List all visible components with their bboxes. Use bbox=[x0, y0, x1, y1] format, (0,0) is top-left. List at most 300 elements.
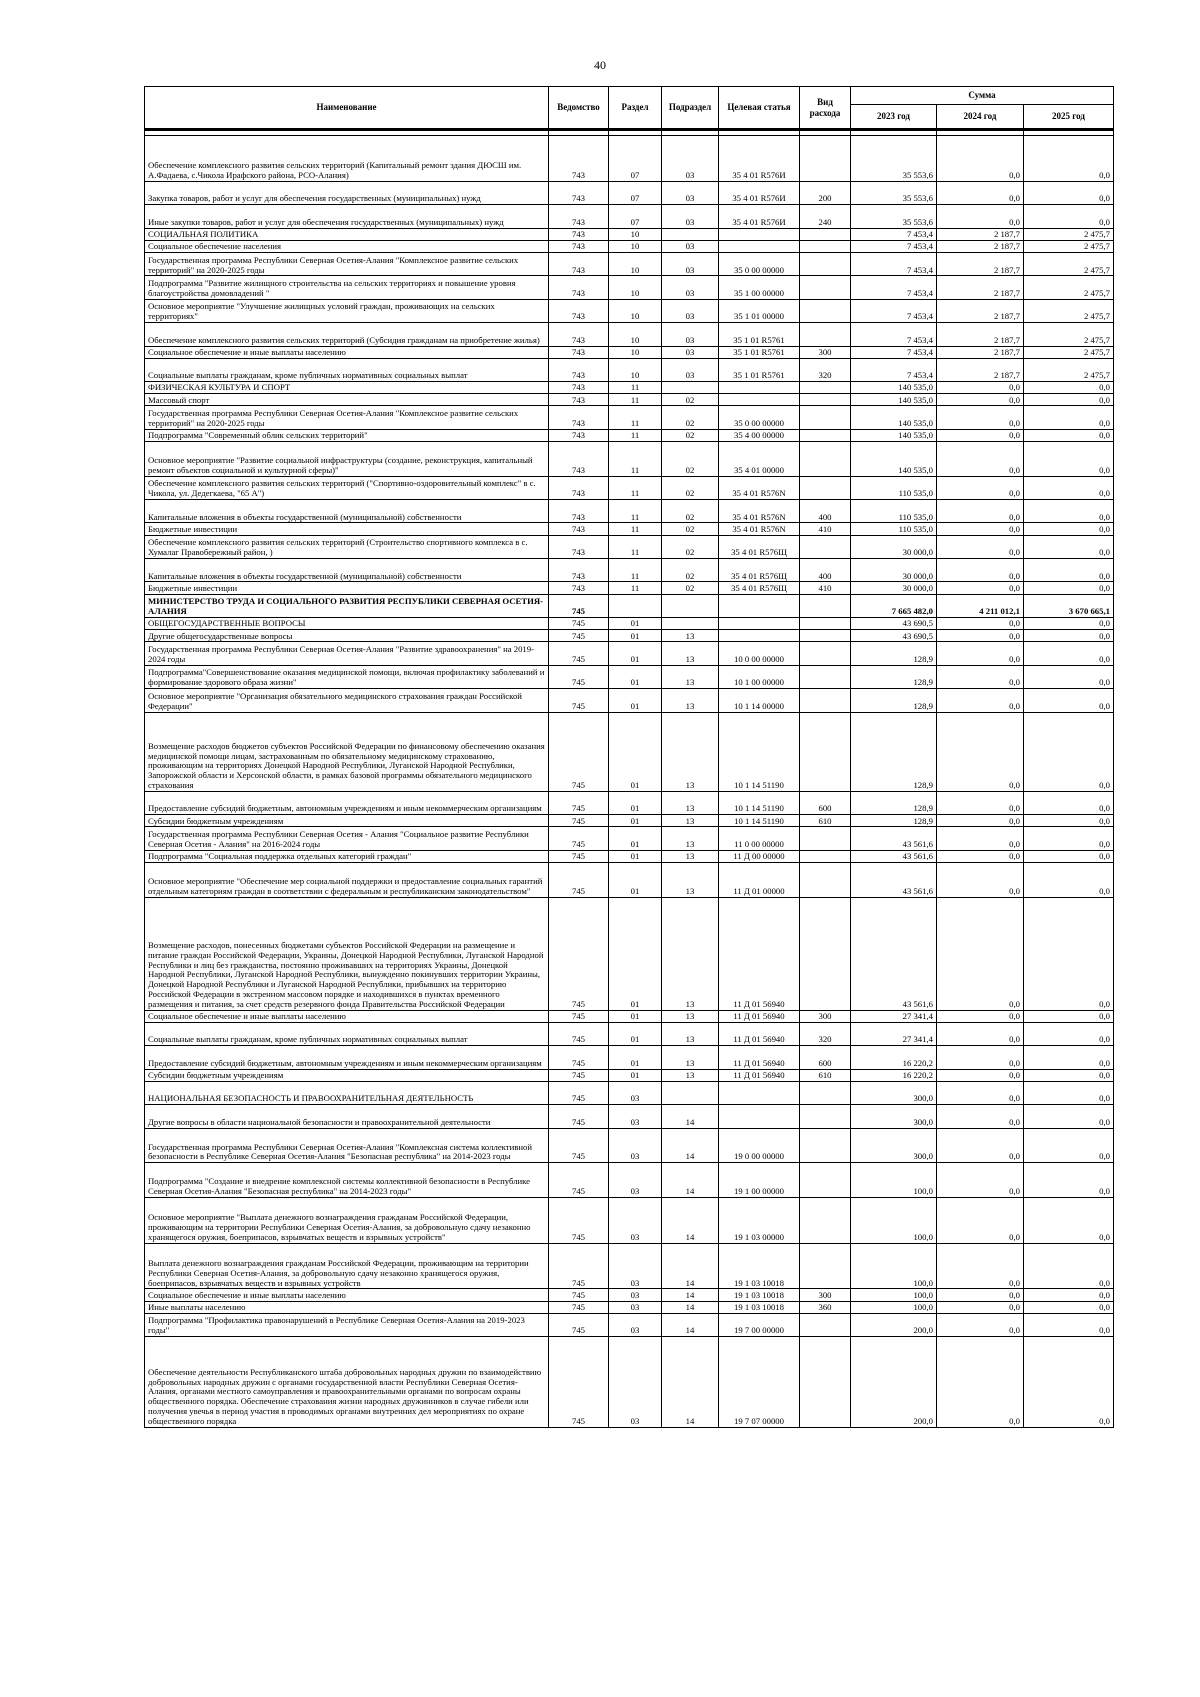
row-sum-2023: 128,9 bbox=[851, 815, 937, 827]
table-row bbox=[145, 442, 1114, 477]
row-podrazdel: 13 bbox=[662, 863, 719, 898]
row-name: Социальные выплаты гражданам, кроме публичных нормативных социальных выплат bbox=[145, 358, 549, 381]
row-sum-2024: 0,0 bbox=[937, 500, 1024, 523]
table-row bbox=[145, 897, 1114, 1010]
row-vedomstvo: 745 bbox=[549, 863, 609, 898]
row-name: СОЦИАЛЬНАЯ ПОЛИТИКА bbox=[145, 228, 549, 240]
row-target bbox=[719, 382, 800, 394]
row-sum-2025: 0,0 bbox=[1024, 1069, 1114, 1081]
row-podrazdel: 13 bbox=[662, 712, 719, 791]
row-vid bbox=[800, 535, 851, 558]
row-podrazdel: 03 bbox=[662, 240, 719, 252]
table-row bbox=[145, 476, 1114, 499]
row-razdel: 11 bbox=[609, 582, 662, 594]
row-vid bbox=[800, 642, 851, 665]
row-sum-2023: 140 535,0 bbox=[851, 429, 937, 441]
row-razdel: 01 bbox=[609, 791, 662, 814]
row-name: Обеспечение комплексного развития сельских территорий (Капитальный ремонт здания ДЮСШ им. А.Фадаева, с.Чикола Ирафского района, РСО-Алания) bbox=[145, 136, 549, 182]
row-vedomstvo: 743 bbox=[549, 228, 609, 240]
table-row bbox=[145, 863, 1114, 898]
row-name: Иные выплаты населению bbox=[145, 1301, 549, 1313]
table-row bbox=[145, 136, 1114, 182]
row-sum-2025: 2 475,7 bbox=[1024, 323, 1114, 346]
row-target bbox=[719, 1081, 800, 1104]
row-vid: 410 bbox=[800, 523, 851, 535]
row-sum-2025: 0,0 bbox=[1024, 382, 1114, 394]
row-vid: 600 bbox=[800, 1046, 851, 1069]
row-vid bbox=[800, 827, 851, 850]
row-name: Государственная программа Республики Северная Осетия-Алания "Комплексное развитие сельских территорий" на 2020-2025 годы bbox=[145, 252, 549, 275]
row-podrazdel: 13 bbox=[662, 1046, 719, 1069]
row-sum-2024: 0,0 bbox=[937, 1301, 1024, 1313]
table-row bbox=[145, 394, 1114, 406]
row-razdel: 07 bbox=[609, 181, 662, 204]
row-target: 35 4 01 R576Щ bbox=[719, 535, 800, 558]
row-sum-2025: 0,0 bbox=[1024, 712, 1114, 791]
row-sum-2025: 0,0 bbox=[1024, 535, 1114, 558]
row-razdel: 03 bbox=[609, 1289, 662, 1301]
row-razdel: 10 bbox=[609, 276, 662, 299]
row-razdel: 11 bbox=[609, 535, 662, 558]
row-sum-2023: 140 535,0 bbox=[851, 406, 937, 429]
row-vedomstvo: 745 bbox=[549, 630, 609, 642]
row-sum-2024: 2 187,7 bbox=[937, 240, 1024, 252]
row-target: 10 1 14 51190 bbox=[719, 712, 800, 791]
row-name: Иные закупки товаров, работ и услуг для обеспечения государственных (муниципальных) нужд bbox=[145, 205, 549, 228]
table-row bbox=[145, 1197, 1114, 1243]
row-sum-2024: 0,0 bbox=[937, 1289, 1024, 1301]
row-target bbox=[719, 228, 800, 240]
row-vid bbox=[800, 863, 851, 898]
row-sum-2023: 16 220,2 bbox=[851, 1069, 937, 1081]
row-name: МИНИСТЕРСТВО ТРУДА И СОЦИАЛЬНОГО РАЗВИТИЯ РЕСПУБЛИКИ СЕВЕРНАЯ ОСЕТИЯ-АЛАНИЯ bbox=[145, 594, 549, 617]
table-row bbox=[145, 712, 1114, 791]
row-sum-2025: 0,0 bbox=[1024, 665, 1114, 688]
row-vedomstvo: 745 bbox=[549, 791, 609, 814]
row-podrazdel: 02 bbox=[662, 442, 719, 477]
row-podrazdel bbox=[662, 617, 719, 629]
row-razdel: 01 bbox=[609, 863, 662, 898]
row-sum-2025: 0,0 bbox=[1024, 442, 1114, 477]
row-target: 35 0 00 00000 bbox=[719, 252, 800, 275]
row-target: 35 4 01 R576И bbox=[719, 136, 800, 182]
row-vedomstvo: 745 bbox=[549, 642, 609, 665]
row-name: Основное мероприятие "Выплата денежного вознаграждения гражданам Российской Федерации, проживающим на территории Республики Северная Осетия-Алания, за добровольную сдачу незаконно хранящегося оружия, боеприпасов, взрывчатых веществ и взрывных устройств" bbox=[145, 1197, 549, 1243]
row-sum-2023: 100,0 bbox=[851, 1301, 937, 1313]
table-row bbox=[145, 1163, 1114, 1198]
row-sum-2024: 0,0 bbox=[937, 1128, 1024, 1163]
row-name: Подпрограмма "Профилактика правонарушений в Республике Северная Осетия-Алания на 2019-2023 годы" bbox=[145, 1313, 549, 1336]
table-row bbox=[145, 181, 1114, 204]
row-name: Возмещение расходов бюджетов субъектов Российской Федерации по финансовому обеспечению оказания медицинской помощи лицам, застрахованным по обязательному медицинскому страхованию, проживающим на территориях Донецкой Народной Республики, Луганской Народной Республики, Запорожской области и Херсонской области, в рамках базовой программы обязательного медицинского страхования bbox=[145, 712, 549, 791]
row-podrazdel bbox=[662, 1081, 719, 1104]
row-sum-2024: 2 187,7 bbox=[937, 299, 1024, 322]
row-target: 11 Д 00 00000 bbox=[719, 850, 800, 862]
row-sum-2023: 27 341,4 bbox=[851, 1010, 937, 1022]
row-target: 10 1 14 51190 bbox=[719, 815, 800, 827]
row-name: Возмещение расходов, понесенных бюджетами субъектов Российской Федерации на размещение и питание граждан Российской Федерации, Украины, Донецкой Народной Республики, Луганской Народной Республики и лиц без гражданства, постоянно проживавших на территориях Украины, Донецкой Народной Республики, Луганской Народной Республики, вынужденно покинувших территории Украины, Донецкой Народной Республики и Луганской Народной Республики, прибывших на территорию Российской Федерации в экстренном массовом порядке и находившихся в пунктах временного размещения и питания, за счет средств резервного фонда Правительства Российской Федерации bbox=[145, 897, 549, 1010]
table-row bbox=[145, 323, 1114, 346]
row-vid: 320 bbox=[800, 358, 851, 381]
header-name: Наименование bbox=[145, 87, 549, 130]
row-sum-2023: 43 561,6 bbox=[851, 850, 937, 862]
row-vid bbox=[800, 689, 851, 712]
row-sum-2024: 2 187,7 bbox=[937, 228, 1024, 240]
row-sum-2025: 0,0 bbox=[1024, 1046, 1114, 1069]
row-name: Капитальные вложения в объекты государственной (муниципальной) собственности bbox=[145, 559, 549, 582]
row-razdel: 03 bbox=[609, 1128, 662, 1163]
table-row bbox=[145, 205, 1114, 228]
row-vid bbox=[800, 299, 851, 322]
row-razdel: 01 bbox=[609, 1010, 662, 1022]
row-sum-2023: 100,0 bbox=[851, 1163, 937, 1198]
row-name: Основное мероприятие "Обеспечение мер социальной поддержки и предоставление социальных гарантий отдельным категориям граждан в соответствии с федеральным и республиканским законодательством" bbox=[145, 863, 549, 898]
row-target: 10 1 14 51190 bbox=[719, 791, 800, 814]
row-target: 35 1 01 R5761 bbox=[719, 346, 800, 358]
row-sum-2024: 0,0 bbox=[937, 181, 1024, 204]
row-podrazdel: 14 bbox=[662, 1128, 719, 1163]
row-sum-2024: 2 187,7 bbox=[937, 323, 1024, 346]
row-vid bbox=[800, 406, 851, 429]
row-vedomstvo: 745 bbox=[549, 594, 609, 617]
row-sum-2024: 0,0 bbox=[937, 827, 1024, 850]
row-name: Государственная программа Республики Северная Осетия-Алания "Комплексная система коллективной безопасности в Республике Северная Осетия-Алания "Безопасная республика" на 2014-2023 годы bbox=[145, 1128, 549, 1163]
row-sum-2025: 0,0 bbox=[1024, 642, 1114, 665]
row-sum-2023: 140 535,0 bbox=[851, 394, 937, 406]
row-podrazdel: 13 bbox=[662, 1010, 719, 1022]
row-sum-2023: 200,0 bbox=[851, 1313, 937, 1336]
row-podrazdel: 03 bbox=[662, 358, 719, 381]
row-name: ФИЗИЧЕСКАЯ КУЛЬТУРА И СПОРТ bbox=[145, 382, 549, 394]
header-2025: 2025 год bbox=[1024, 105, 1114, 130]
row-target: 10 0 00 00000 bbox=[719, 642, 800, 665]
row-sum-2024: 0,0 bbox=[937, 815, 1024, 827]
page-number: 40 bbox=[594, 58, 606, 72]
row-vedomstvo: 745 bbox=[549, 815, 609, 827]
table-row bbox=[145, 406, 1114, 429]
table-row bbox=[145, 1022, 1114, 1045]
row-vedomstvo: 745 bbox=[549, 1081, 609, 1104]
row-razdel: 10 bbox=[609, 240, 662, 252]
table-row bbox=[145, 559, 1114, 582]
table-row bbox=[145, 791, 1114, 814]
row-name: Социальное обеспечение населения bbox=[145, 240, 549, 252]
row-vedomstvo: 743 bbox=[549, 500, 609, 523]
row-target: 19 1 03 00000 bbox=[719, 1197, 800, 1243]
row-target: 35 4 00 00000 bbox=[719, 429, 800, 441]
row-sum-2024: 0,0 bbox=[937, 1337, 1024, 1428]
row-target: 11 0 00 00000 bbox=[719, 827, 800, 850]
row-sum-2025: 0,0 bbox=[1024, 791, 1114, 814]
row-podrazdel: 02 bbox=[662, 406, 719, 429]
row-razdel: 10 bbox=[609, 323, 662, 346]
row-razdel: 10 bbox=[609, 228, 662, 240]
row-sum-2025: 0,0 bbox=[1024, 205, 1114, 228]
row-name: Основное мероприятие "Развитие социальной инфраструктуры (создание, реконструкция, капитальный ремонт объектов социальной и культурной сферы)" bbox=[145, 442, 549, 477]
row-sum-2023: 43 690,5 bbox=[851, 617, 937, 629]
row-podrazdel: 02 bbox=[662, 500, 719, 523]
row-sum-2025: 0,0 bbox=[1024, 897, 1114, 1010]
row-sum-2023: 300,0 bbox=[851, 1128, 937, 1163]
row-sum-2024: 0,0 bbox=[937, 1069, 1024, 1081]
row-podrazdel: 13 bbox=[662, 665, 719, 688]
row-target: 35 4 01 R576N bbox=[719, 500, 800, 523]
row-sum-2024: 2 187,7 bbox=[937, 276, 1024, 299]
row-podrazdel: 03 bbox=[662, 276, 719, 299]
row-razdel: 11 bbox=[609, 394, 662, 406]
row-podrazdel: 14 bbox=[662, 1313, 719, 1336]
row-podrazdel: 14 bbox=[662, 1243, 719, 1289]
row-vid: 400 bbox=[800, 559, 851, 582]
row-podrazdel: 13 bbox=[662, 897, 719, 1010]
row-razdel: 10 bbox=[609, 358, 662, 381]
row-vid: 610 bbox=[800, 1069, 851, 1081]
table-row bbox=[145, 1337, 1114, 1428]
row-target: 10 1 00 00000 bbox=[719, 665, 800, 688]
table-row bbox=[145, 850, 1114, 862]
row-vid bbox=[800, 394, 851, 406]
row-podrazdel: 03 bbox=[662, 136, 719, 182]
row-podrazdel: 13 bbox=[662, 1022, 719, 1045]
row-sum-2023: 7 453,4 bbox=[851, 228, 937, 240]
row-sum-2024: 0,0 bbox=[937, 1010, 1024, 1022]
row-name: Другие общегосударственные вопросы bbox=[145, 630, 549, 642]
row-name: Выплата денежного вознаграждения гражданам Российской Федерации, проживающим на территории Республики Северная Осетия-Алания, за добровольную сдачу незаконно хранящегося оружия, боеприпасов, взрывчатых веществ и взрывных устройств bbox=[145, 1243, 549, 1289]
row-vedomstvo: 743 bbox=[549, 406, 609, 429]
table-row bbox=[145, 429, 1114, 441]
row-sum-2024: 0,0 bbox=[937, 1081, 1024, 1104]
row-target: 10 1 14 00000 bbox=[719, 689, 800, 712]
row-vid bbox=[800, 897, 851, 1010]
row-sum-2025: 2 475,7 bbox=[1024, 240, 1114, 252]
row-name: Предоставление субсидий бюджетным, автономным учреждениям и иным некоммерческим организациям bbox=[145, 1046, 549, 1069]
row-razdel: 01 bbox=[609, 689, 662, 712]
row-sum-2024: 0,0 bbox=[937, 689, 1024, 712]
row-vid bbox=[800, 630, 851, 642]
table-row bbox=[145, 665, 1114, 688]
row-vid: 300 bbox=[800, 1010, 851, 1022]
row-sum-2024: 2 187,7 bbox=[937, 358, 1024, 381]
row-podrazdel: 13 bbox=[662, 791, 719, 814]
table-row bbox=[145, 594, 1114, 617]
row-vedomstvo: 745 bbox=[549, 1069, 609, 1081]
row-sum-2025: 0,0 bbox=[1024, 689, 1114, 712]
row-sum-2023: 30 000,0 bbox=[851, 582, 937, 594]
row-vid bbox=[800, 712, 851, 791]
row-razdel: 07 bbox=[609, 205, 662, 228]
row-target: 11 Д 01 56940 bbox=[719, 1069, 800, 1081]
row-vid: 200 bbox=[800, 181, 851, 204]
row-sum-2023: 7 453,4 bbox=[851, 299, 937, 322]
row-vedomstvo: 745 bbox=[549, 1197, 609, 1243]
row-name: Бюджетные инвестиции bbox=[145, 523, 549, 535]
table-row bbox=[145, 382, 1114, 394]
row-target bbox=[719, 1105, 800, 1128]
row-vedomstvo: 743 bbox=[549, 205, 609, 228]
row-sum-2024: 0,0 bbox=[937, 791, 1024, 814]
row-sum-2024: 0,0 bbox=[937, 205, 1024, 228]
row-sum-2024: 0,0 bbox=[937, 1105, 1024, 1128]
row-razdel: 01 bbox=[609, 827, 662, 850]
table-row bbox=[145, 630, 1114, 642]
row-name: Обеспечение комплексного развития сельских территорий (Субсидия гражданам на приобретение жилья) bbox=[145, 323, 549, 346]
row-vedomstvo: 743 bbox=[549, 358, 609, 381]
row-razdel: 11 bbox=[609, 500, 662, 523]
row-vid bbox=[800, 276, 851, 299]
row-razdel: 10 bbox=[609, 299, 662, 322]
row-target: 35 0 00 00000 bbox=[719, 406, 800, 429]
row-vedomstvo: 745 bbox=[549, 712, 609, 791]
row-vid bbox=[800, 1197, 851, 1243]
row-podrazdel bbox=[662, 382, 719, 394]
row-name: Обеспечение комплексного развития сельских территорий (Строительство спортивного комплекса в с. Хумалаг Правобережный район, ) bbox=[145, 535, 549, 558]
table-row bbox=[145, 582, 1114, 594]
row-sum-2023: 43 690,5 bbox=[851, 630, 937, 642]
row-vid bbox=[800, 1105, 851, 1128]
row-sum-2025: 0,0 bbox=[1024, 1010, 1114, 1022]
row-vid bbox=[800, 1081, 851, 1104]
row-target bbox=[719, 240, 800, 252]
row-sum-2024: 0,0 bbox=[937, 1046, 1024, 1069]
row-razdel: 01 bbox=[609, 642, 662, 665]
row-vid bbox=[800, 1337, 851, 1428]
row-vedomstvo: 745 bbox=[549, 1337, 609, 1428]
row-razdel: 11 bbox=[609, 406, 662, 429]
row-name: Социальные выплаты гражданам, кроме публичных нормативных социальных выплат bbox=[145, 1022, 549, 1045]
row-vedomstvo: 743 bbox=[549, 442, 609, 477]
header-podrazdel: Подраздел bbox=[662, 87, 719, 130]
table-row bbox=[145, 535, 1114, 558]
table-row bbox=[145, 252, 1114, 275]
row-razdel: 01 bbox=[609, 665, 662, 688]
row-sum-2023: 128,9 bbox=[851, 689, 937, 712]
row-podrazdel: 02 bbox=[662, 559, 719, 582]
header-2023: 2023 год bbox=[851, 105, 937, 130]
row-razdel: 03 bbox=[609, 1081, 662, 1104]
row-name: Подпрограмма "Развитие жилищного строительства на сельских территориях и повышение уровня благоустройства домовладений " bbox=[145, 276, 549, 299]
row-vedomstvo: 745 bbox=[549, 1022, 609, 1045]
row-sum-2025: 2 475,7 bbox=[1024, 346, 1114, 358]
row-target: 11 Д 01 56940 bbox=[719, 1010, 800, 1022]
row-vedomstvo: 745 bbox=[549, 1010, 609, 1022]
row-vid bbox=[800, 228, 851, 240]
row-podrazdel bbox=[662, 228, 719, 240]
row-vedomstvo: 743 bbox=[549, 429, 609, 441]
row-sum-2024: 0,0 bbox=[937, 523, 1024, 535]
row-vedomstvo: 743 bbox=[549, 346, 609, 358]
row-sum-2025: 0,0 bbox=[1024, 559, 1114, 582]
row-target: 35 1 00 00000 bbox=[719, 276, 800, 299]
row-razdel: 11 bbox=[609, 523, 662, 535]
row-sum-2023: 100,0 bbox=[851, 1289, 937, 1301]
row-podrazdel: 02 bbox=[662, 429, 719, 441]
row-name: Предоставление субсидий бюджетным, автономным учреждениям и иным некоммерческим организациям bbox=[145, 791, 549, 814]
table-row bbox=[145, 1010, 1114, 1022]
row-podrazdel: 03 bbox=[662, 181, 719, 204]
row-sum-2023: 110 535,0 bbox=[851, 476, 937, 499]
row-target: 35 1 01 00000 bbox=[719, 299, 800, 322]
row-podrazdel: 03 bbox=[662, 205, 719, 228]
row-sum-2025: 2 475,7 bbox=[1024, 228, 1114, 240]
table-row bbox=[145, 1046, 1114, 1069]
row-sum-2025: 0,0 bbox=[1024, 1022, 1114, 1045]
row-razdel: 07 bbox=[609, 136, 662, 182]
row-sum-2024: 0,0 bbox=[937, 535, 1024, 558]
row-vedomstvo: 743 bbox=[549, 523, 609, 535]
row-sum-2023: 300,0 bbox=[851, 1081, 937, 1104]
row-name: Государственная программа Республики Северная Осетия-Алания "Комплексное развитие сельских территорий" на 2020-2025 годы bbox=[145, 406, 549, 429]
header-sum: Сумма bbox=[851, 87, 1114, 105]
row-podrazdel: 14 bbox=[662, 1197, 719, 1243]
row-target: 35 4 01 R576Щ bbox=[719, 559, 800, 582]
table-row bbox=[145, 1243, 1114, 1289]
row-podrazdel: 13 bbox=[662, 815, 719, 827]
row-target: 11 Д 01 56940 bbox=[719, 1046, 800, 1069]
row-sum-2025: 0,0 bbox=[1024, 136, 1114, 182]
row-name: Основное мероприятие "Организация обязательного медицинского страхования граждан Российской Федерации" bbox=[145, 689, 549, 712]
table-row bbox=[145, 815, 1114, 827]
row-sum-2023: 100,0 bbox=[851, 1197, 937, 1243]
row-podrazdel: 03 bbox=[662, 346, 719, 358]
row-razdel: 10 bbox=[609, 346, 662, 358]
row-target: 35 4 01 R576И bbox=[719, 205, 800, 228]
row-vid bbox=[800, 1163, 851, 1198]
row-vedomstvo: 743 bbox=[549, 252, 609, 275]
row-vid bbox=[800, 1128, 851, 1163]
row-razdel: 10 bbox=[609, 252, 662, 275]
row-sum-2024: 0,0 bbox=[937, 136, 1024, 182]
header-vid: Вид расхода bbox=[800, 87, 851, 130]
row-podrazdel: 14 bbox=[662, 1163, 719, 1198]
row-name: Субсидии бюджетным учреждениям bbox=[145, 1069, 549, 1081]
row-podrazdel: 13 bbox=[662, 689, 719, 712]
row-sum-2025: 0,0 bbox=[1024, 523, 1114, 535]
row-sum-2023: 7 453,4 bbox=[851, 323, 937, 346]
row-podrazdel: 02 bbox=[662, 394, 719, 406]
row-sum-2023: 128,9 bbox=[851, 791, 937, 814]
budget-table bbox=[144, 86, 1114, 1428]
row-vid bbox=[800, 617, 851, 629]
row-name: Обеспечение комплексного развития сельских территорий ("Спортивно-оздоровительный комплекс" в с. Чикола, ул. Дедегкаева, "65 А") bbox=[145, 476, 549, 499]
row-sum-2025: 0,0 bbox=[1024, 1313, 1114, 1336]
row-podrazdel: 13 bbox=[662, 827, 719, 850]
row-sum-2025: 0,0 bbox=[1024, 406, 1114, 429]
row-sum-2024: 0,0 bbox=[937, 1163, 1024, 1198]
row-sum-2025: 2 475,7 bbox=[1024, 252, 1114, 275]
row-vid: 320 bbox=[800, 1022, 851, 1045]
table-row bbox=[145, 689, 1114, 712]
row-sum-2025: 0,0 bbox=[1024, 827, 1114, 850]
row-sum-2024: 0,0 bbox=[937, 406, 1024, 429]
row-razdel: 11 bbox=[609, 429, 662, 441]
row-sum-2023: 110 535,0 bbox=[851, 500, 937, 523]
row-name: ОБЩЕГОСУДАРСТВЕННЫЕ ВОПРОСЫ bbox=[145, 617, 549, 629]
row-razdel: 01 bbox=[609, 815, 662, 827]
row-name: Закупка товаров, работ и услуг для обеспечения государственных (муниципальных) нужд bbox=[145, 181, 549, 204]
row-sum-2023: 35 553,6 bbox=[851, 136, 937, 182]
row-sum-2025: 0,0 bbox=[1024, 1289, 1114, 1301]
row-vedomstvo: 745 bbox=[549, 1163, 609, 1198]
row-sum-2023: 300,0 bbox=[851, 1105, 937, 1128]
row-vid bbox=[800, 252, 851, 275]
row-target: 11 Д 01 56940 bbox=[719, 1022, 800, 1045]
row-sum-2023: 7 665 482,0 bbox=[851, 594, 937, 617]
row-name: Массовый спорт bbox=[145, 394, 549, 406]
row-vid: 300 bbox=[800, 1289, 851, 1301]
table-row bbox=[145, 827, 1114, 850]
table-row bbox=[145, 1301, 1114, 1313]
row-sum-2025: 0,0 bbox=[1024, 1163, 1114, 1198]
